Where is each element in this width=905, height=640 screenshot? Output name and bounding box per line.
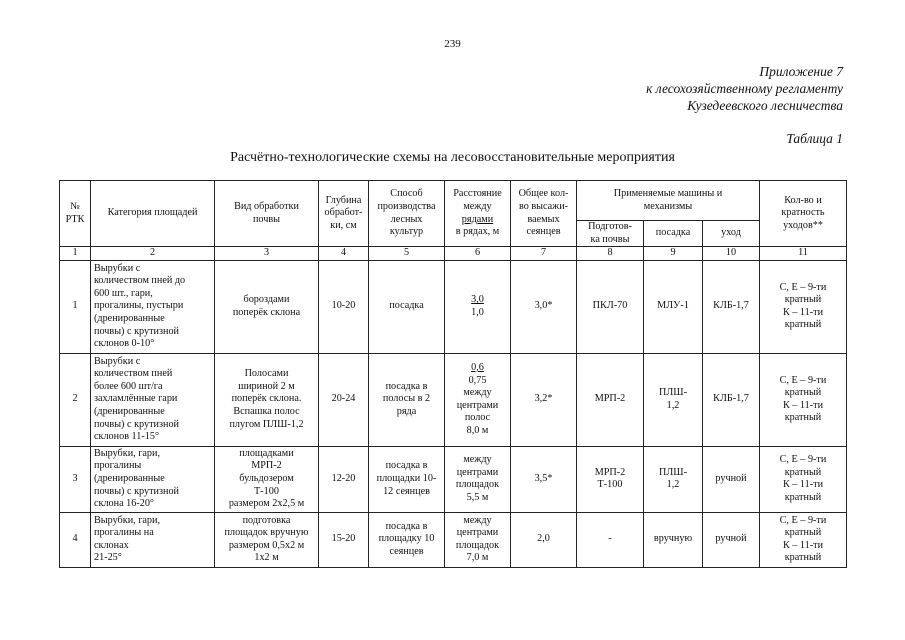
page-number: 239 (444, 38, 461, 50)
colnum: 4 (319, 247, 369, 261)
row-total: 3,2* (511, 353, 577, 446)
row-total: 2,0 (511, 512, 577, 567)
colnum: 7 (511, 247, 577, 261)
header-distance-line3: в рядах, м (455, 226, 500, 238)
row-depth: 12-20 (319, 446, 369, 512)
header-distance-line1: Расстояние между (453, 188, 502, 212)
colnum: 9 (644, 247, 703, 261)
row-soil-treatment: площадками МРП-2 бульдозером Т-100 размером 2х2,5 м (215, 446, 319, 512)
row-total: 3,5* (511, 446, 577, 512)
appendix-line-1: Приложение 7 (759, 64, 843, 79)
row-machine-planting: ПЛШ- 1,2 (644, 353, 703, 446)
row-num: 3 (60, 446, 91, 512)
appendix-heading (646, 63, 843, 114)
document-title: Расчётно-технологические схемы на лесовосстановительные мероприятия (230, 150, 675, 165)
row-machine-soil: МРП-2 (577, 353, 644, 446)
row-depth: 10-20 (319, 260, 369, 353)
row-distance-top: 0,6 (471, 362, 484, 373)
row-machine-care: ручной (703, 446, 760, 512)
row-category: Вырубки, гари, прогалины (дренированные почвы) с крутизной склона 16-20° (91, 446, 215, 512)
row-machine-soil: МРП-2 Т-100 (577, 446, 644, 512)
table-row (60, 446, 847, 512)
colnum: 2 (91, 247, 215, 261)
row-soil-treatment: бороздами поперёк склона (215, 260, 319, 353)
header-care-count: Кол-во и кратность уходов** (760, 181, 847, 247)
row-machine-care: КЛБ-1,7 (703, 260, 760, 353)
technology-schemes-table (59, 180, 847, 568)
row-distance: между центрами площадок 5,5 м (445, 446, 511, 512)
header-machines: Применяемые машины и механизмы (577, 181, 760, 221)
row-machine-soil: ПКЛ-70 (577, 260, 644, 353)
row-category: Вырубки, гари, прогалины на склонах 21-25° (91, 512, 215, 567)
appendix-line-2: к лесохозяйственному регламенту (646, 81, 843, 96)
row-method: посадка в площадку 10 сеянцев (369, 512, 445, 567)
header-machines-care: уход (703, 221, 760, 247)
row-machine-planting: МЛУ-1 (644, 260, 703, 353)
colnum: 1 (60, 247, 91, 261)
header-soil-treatment: Вид обработки почвы (215, 181, 319, 247)
colnum: 10 (703, 247, 760, 261)
row-machine-soil: - (577, 512, 644, 567)
row-total: 3,0* (511, 260, 577, 353)
row-care-count: С, Е – 9-ти кратный К – 11-ти кратный (760, 446, 847, 512)
row-machine-care: ручной (703, 512, 760, 567)
row-method: посадка (369, 260, 445, 353)
table-row (60, 260, 847, 353)
appendix-line-3: Кузедеевского лесничества (687, 98, 843, 113)
row-distance-top: 3,0 (471, 294, 484, 306)
row-care-count: С, Е – 9-ти кратный К – 11-ти кратный (760, 512, 847, 567)
row-category: Вырубки с количеством пней до 600 шт., гари, прогалины, пустыри (дренированные почвы) с крутизной склонов 0-10° (91, 260, 215, 353)
header-machines-planting: посадка (644, 221, 703, 247)
header-row (60, 181, 847, 221)
colnum: 5 (369, 247, 445, 261)
row-machine-care: КЛБ-1,7 (703, 353, 760, 446)
row-num: 4 (60, 512, 91, 567)
row-method: посадка в площадки 10- 12 сеянцев (369, 446, 445, 512)
row-distance (445, 353, 511, 446)
table-row (60, 512, 847, 567)
header-distance (445, 181, 511, 247)
header-distance-underlined: рядами (461, 213, 494, 225)
header-total: Общее кол- во высажи- ваемых сеянцев (511, 181, 577, 247)
header-category: Категория площадей (91, 181, 215, 247)
column-numbers-row (60, 247, 847, 261)
row-machine-planting: вручную (644, 512, 703, 567)
row-distance: между центрами площадок 7,0 м (445, 512, 511, 567)
row-category: Вырубки с количеством пней более 600 шт/га захламлённые гари (дренированные почвы) с крутизной склонов 11-15° (91, 353, 215, 446)
row-num: 2 (60, 353, 91, 446)
row-machine-planting: ПЛШ- 1,2 (644, 446, 703, 512)
header-machines-soil: Подготов- ка почвы (577, 221, 644, 247)
colnum: 6 (445, 247, 511, 261)
row-care-count: С, Е – 9-ти кратный К – 11-ти кратный (760, 260, 847, 353)
header-method: Способ производства лесных культур (369, 181, 445, 247)
row-distance-rest: 0,75 между центрами полос 8,0 м (456, 374, 499, 436)
header-depth: Глубина обработ- ки, см (319, 181, 369, 247)
row-soil-treatment: подготовка площадок вручную размером 0,5х2 м 1х2 м (215, 512, 319, 567)
colnum: 8 (577, 247, 644, 261)
row-depth: 20-24 (319, 353, 369, 446)
row-method: посадка в полосы в 2 ряда (369, 353, 445, 446)
row-num: 1 (60, 260, 91, 353)
colnum: 11 (760, 247, 847, 261)
table-row (60, 353, 847, 446)
table-label: Таблица 1 (786, 131, 843, 146)
row-distance-rest: 1,0 (471, 306, 484, 318)
colnum: 3 (215, 247, 319, 261)
row-depth: 15-20 (319, 512, 369, 567)
row-distance (445, 260, 511, 353)
row-care-count: С, Е – 9-ти кратный К – 11-ти кратный (760, 353, 847, 446)
row-soil-treatment: Полосами шириной 2 м поперёк склона. Вспашка полос плугом ПЛШ-1,2 (215, 353, 319, 446)
header-num: № РТК (60, 181, 91, 247)
